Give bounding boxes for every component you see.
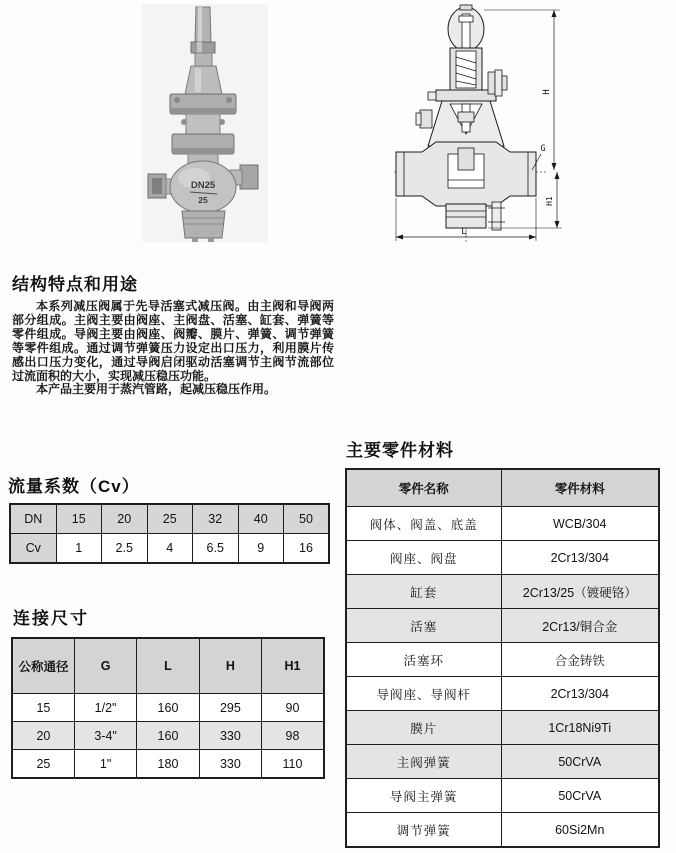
table-cell: WCB/304 (501, 507, 659, 541)
table-cell: 330 (199, 750, 261, 779)
dim-label-h: H (542, 89, 552, 95)
table-cell: 1" (74, 750, 136, 779)
table-row (10, 534, 329, 564)
table-cell: 15 (56, 504, 102, 534)
table-cell: 160 (137, 694, 199, 722)
column-header: L (137, 638, 199, 694)
dimensions-table (11, 637, 325, 779)
table-cell: 6.5 (193, 534, 239, 564)
table-cell: Cv (10, 534, 56, 564)
dim-label-l: L (461, 227, 467, 237)
table-cell: 导阀主弹簧 (346, 779, 501, 813)
table-cell: 合金铸铁 (501, 643, 659, 677)
features-heading: 结构特点和用途 (12, 275, 138, 294)
valve-product-photo (140, 2, 270, 244)
table-row (346, 711, 659, 745)
table-row (346, 541, 659, 575)
table-cell: 90 (262, 694, 324, 722)
table-cell: 40 (238, 504, 284, 534)
table-cell: 50CrVA (501, 745, 659, 779)
dim-label-g: G (540, 144, 546, 154)
table-cell: DN (10, 504, 56, 534)
materials-table (345, 468, 660, 848)
body-marking-size: 25 (198, 195, 208, 205)
table-row (346, 609, 659, 643)
column-header: 零件材料 (501, 469, 659, 507)
table-cell: 2Cr13/304 (501, 541, 659, 575)
table-row (12, 694, 324, 722)
table-cell: 2.5 (102, 534, 148, 564)
table-row (12, 722, 324, 750)
table-cell: 25 (12, 750, 74, 779)
table-cell: 60Si2Mn (501, 813, 659, 848)
features-paragraph-1: 本系列减压阀属于先导活塞式减压阀。由主阀和导阀两部分组成。主阀主要由阀座、主阀盘、活塞、缸套、弹簧等零件组成。导阀主要由阀座、阀瓣、膜片、弹簧、调节弹簧等零件组成。通过调节弹簧压力设定出口压力，利用膜片传感出口压力变化，通过导阀启闭驱动活塞调节主阀节流部位过流面积的大小，实现减压稳压功能。 (12, 299, 334, 383)
table-row (346, 745, 659, 779)
table-cell: 16 (284, 534, 330, 564)
table-cell: 180 (137, 750, 199, 779)
body-marking-dn: DN25 (190, 180, 216, 191)
table-cell: 主阀弹簧 (346, 745, 501, 779)
table-cell: 50CrVA (501, 779, 659, 813)
table-cell: 20 (102, 504, 148, 534)
table-row (346, 813, 659, 848)
column-header: H (199, 638, 261, 694)
table-row (346, 643, 659, 677)
table-cell: 导阀座、导阀杆 (346, 677, 501, 711)
table-cell: 1/2" (74, 694, 136, 722)
dimensions-header-row (12, 638, 324, 694)
table-row (346, 507, 659, 541)
table-cell: 活塞环 (346, 643, 501, 677)
table-cell: 缸套 (346, 575, 501, 609)
table-cell: 330 (199, 722, 261, 750)
table-cell: 9 (238, 534, 284, 564)
column-header: 公称通径 (12, 638, 74, 694)
dimensions-heading: 连接尺寸 (13, 609, 89, 628)
table-cell: 3-4" (74, 722, 136, 750)
table-row (12, 750, 324, 779)
table-cell: 98 (262, 722, 324, 750)
table-row (10, 504, 329, 534)
table-cell: 阀座、阀盘 (346, 541, 501, 575)
table-cell: 2Cr13/铜合金 (501, 609, 659, 643)
table-cell: 295 (199, 694, 261, 722)
dim-label-h1: H1 (545, 196, 554, 206)
table-cell: 调节弹簧 (346, 813, 501, 848)
table-cell: 阀体、阀盖、底盖 (346, 507, 501, 541)
materials-heading: 主要零件材料 (346, 441, 454, 460)
table-cell: 1 (56, 534, 102, 564)
table-cell: 32 (193, 504, 239, 534)
table-cell: 15 (12, 694, 74, 722)
features-paragraph-2: 本产品主要用于蒸汽管路，起减压稳压作用。 (36, 382, 277, 397)
table-cell: 1Cr18Ni9Ti (501, 711, 659, 745)
table-cell: 50 (284, 504, 330, 534)
table-cell: 160 (137, 722, 199, 750)
valve-section-drawing (392, 4, 572, 248)
cv-table (9, 503, 330, 564)
table-cell: 110 (262, 750, 324, 779)
column-header: G (74, 638, 136, 694)
materials-header-row (346, 469, 659, 507)
table-cell: 活塞 (346, 609, 501, 643)
features-paragraphs (12, 300, 334, 397)
table-cell: 4 (147, 534, 193, 564)
table-cell: 膜片 (346, 711, 501, 745)
table-row (346, 779, 659, 813)
table-row (346, 677, 659, 711)
table-cell: 2Cr13/25（镀硬铬） (501, 575, 659, 609)
table-cell: 20 (12, 722, 74, 750)
table-cell: 25 (147, 504, 193, 534)
table-row (346, 575, 659, 609)
cv-heading: 流量系数（Cv） (8, 477, 140, 496)
column-header: 零件名称 (346, 469, 501, 507)
column-header: H1 (262, 638, 324, 694)
table-cell: 2Cr13/304 (501, 677, 659, 711)
